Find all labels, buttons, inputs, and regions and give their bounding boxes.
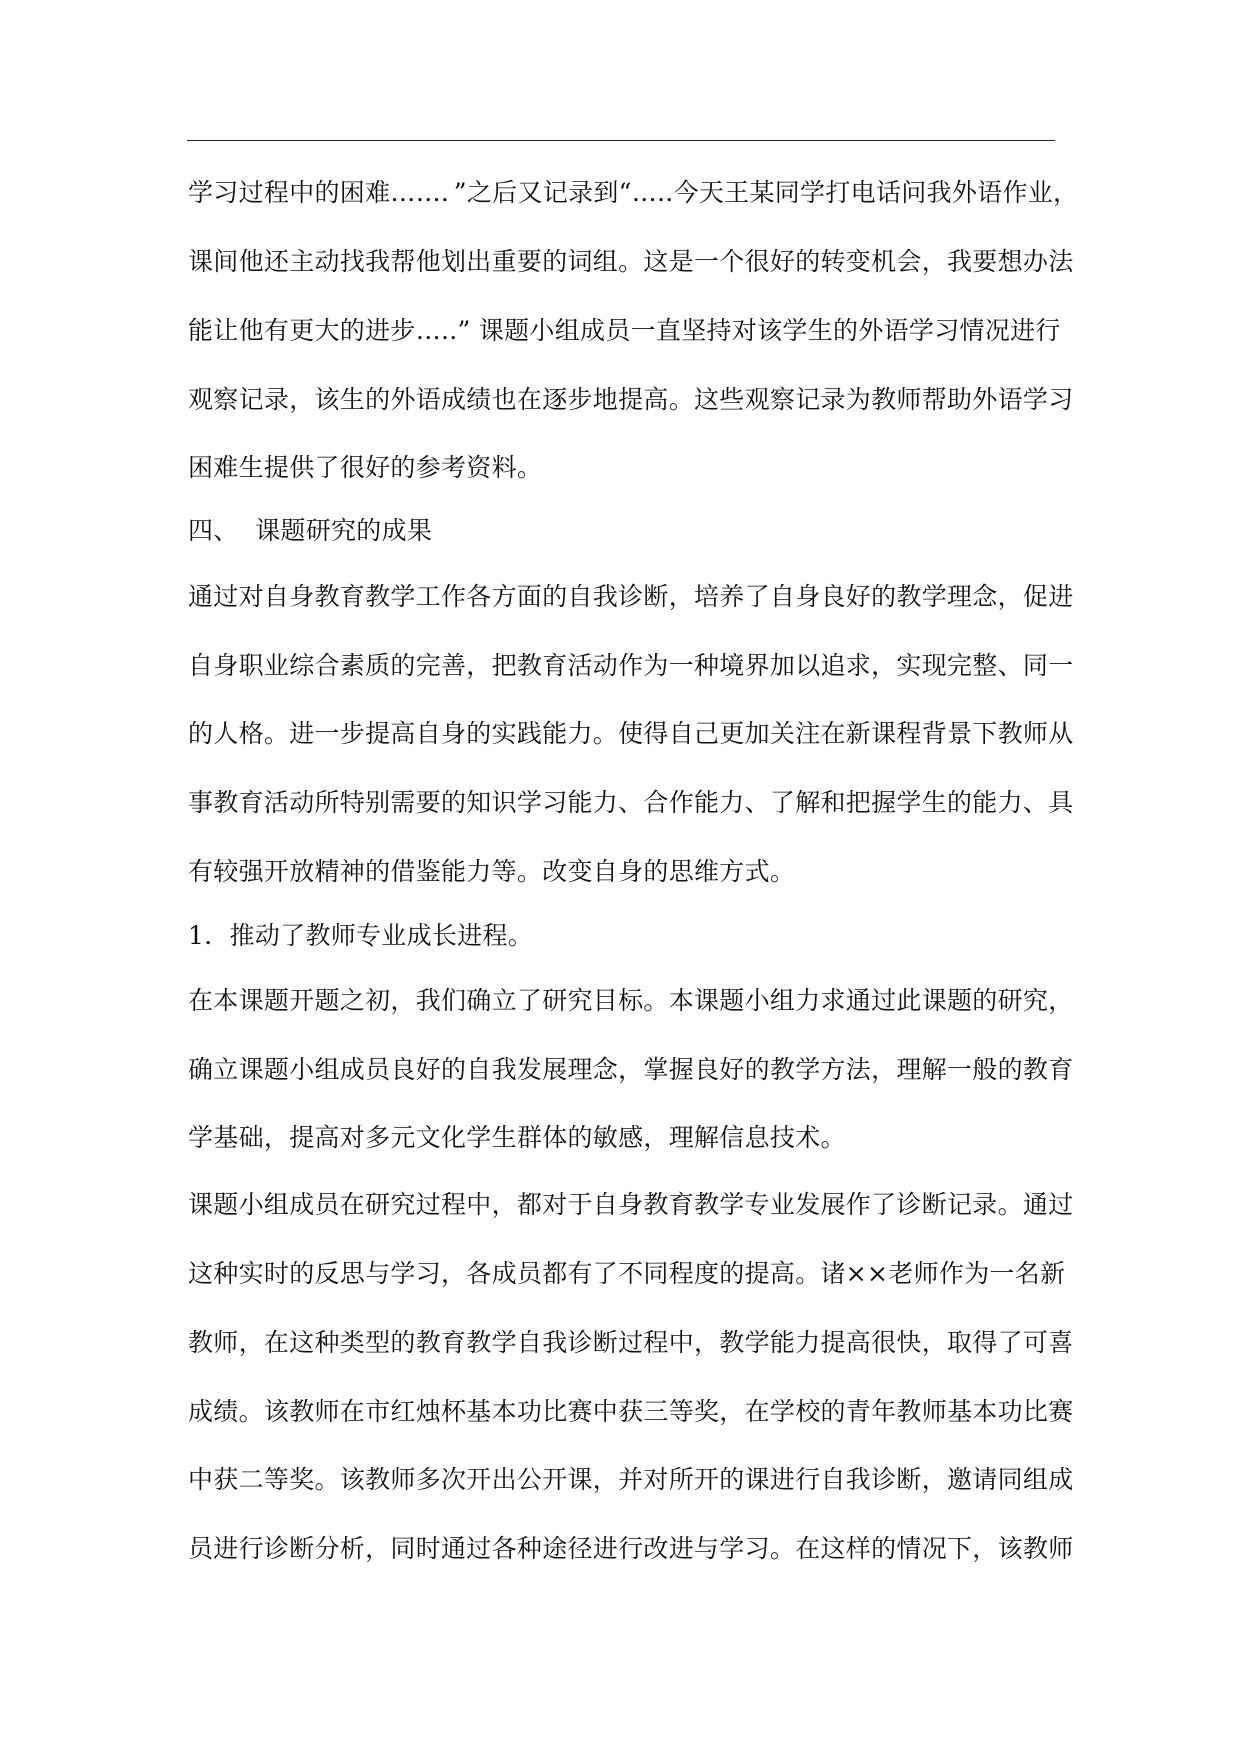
text-line: 观察记录，该生的外语成绩也在逐步地提高。这些观察记录为教师帮助外语学习 bbox=[188, 385, 1074, 414]
text-line: 成绩。该教师在市红烛杯基本功比赛中获三等奖，在学校的青年教师基本功比赛 bbox=[188, 1397, 1074, 1426]
text-line: 中获二等奖。该教师多次开出公开课，并对所开的课进行自我诊断，邀请同组成 bbox=[188, 1465, 1074, 1494]
text-line: 有较强开放精神的借鉴能力等。改变自身的思维方式。 bbox=[188, 857, 796, 886]
text-line: 课题小组成员在研究过程中，都对于自身教育教学专业发展作了诊断记录。通过 bbox=[188, 1190, 1074, 1219]
subsection-heading: 1．推动了教师专业成长进程。 bbox=[188, 921, 534, 950]
text-line: 通过对自身教育教学工作各方面的自我诊断，培养了自身良好的教学理念，促进 bbox=[188, 582, 1074, 611]
text-line: 学基础，提高对多元文化学生群体的敏感，理解信息技术。 bbox=[188, 1123, 846, 1152]
text-line: 在本课题开题之初，我们确立了研究目标。本课题小组力求通过此课题的研究， bbox=[188, 986, 1074, 1015]
text-line: 确立课题小组成员良好的自我发展理念，掌握良好的教学方法，理解一般的教育 bbox=[188, 1055, 1074, 1084]
text-line: 员进行诊断分析，同时通过各种途径进行改进与学习。在这样的情况下，该教师 bbox=[188, 1534, 1074, 1563]
text-line: 自身职业综合素质的完善，把教育活动作为一种境界加以追求，实现完整、同一 bbox=[188, 651, 1074, 680]
text-line: 课间他还主动找我帮他划出重要的词组。这是一个很好的转变机会，我要想办法 bbox=[188, 247, 1074, 276]
section-heading: 四、 课题研究的成果 bbox=[188, 516, 433, 545]
text-line: 能让他有更大的进步…..” 课题小组成员一直坚持对该学生的外语学习情况进行 bbox=[188, 316, 1061, 345]
text-line: 学习过程中的困难……．”之后又记录到“…..今天王某同学打电话问我外语作业， bbox=[188, 178, 1079, 207]
header-rule bbox=[187, 140, 1055, 141]
text-line: 教师，在这种类型的教育教学自我诊断过程中，教学能力提高很快，取得了可喜 bbox=[188, 1328, 1074, 1357]
text-line: 这种实时的反思与学习，各成员都有了不同程度的提高。诸××老师作为一名新 bbox=[188, 1259, 1066, 1288]
text-line: 困难生提供了很好的参考资料。 bbox=[188, 453, 543, 482]
text-line: 事教育活动所特别需要的知识学习能力、合作能力、了解和把握学生的能力、具 bbox=[188, 788, 1074, 817]
text-line: 的人格。进一步提高自身的实践能力。使得自己更加关注在新课程背景下教师从 bbox=[188, 719, 1074, 748]
